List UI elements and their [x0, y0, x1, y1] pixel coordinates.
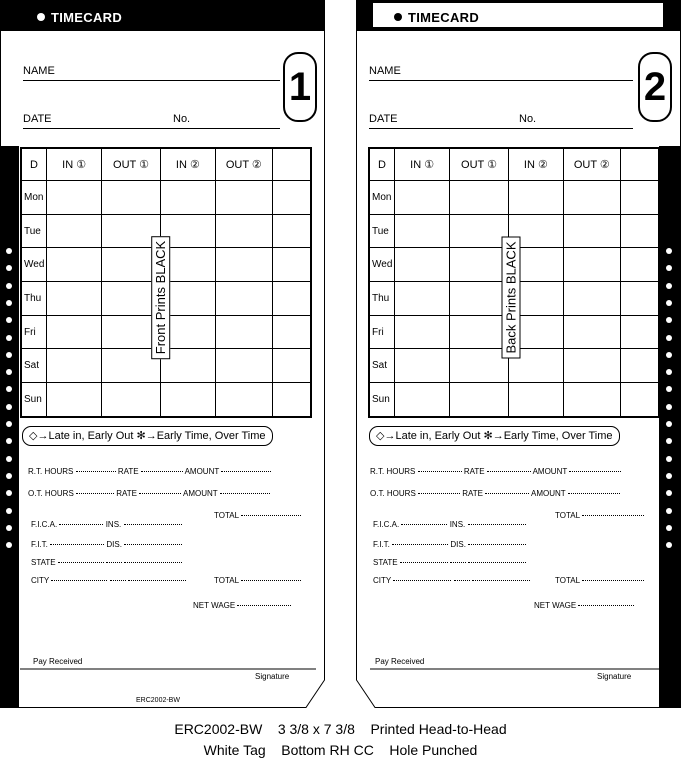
state-code-field[interactable]: [450, 562, 466, 563]
form-code: ERC2002-BW: [136, 697, 180, 704]
product-caption-line2: White Tag Bottom RH CC Hole Punched: [203, 742, 478, 758]
dis-field[interactable]: [124, 544, 182, 545]
city-amount-field[interactable]: [472, 580, 530, 581]
time-cell[interactable]: [450, 181, 508, 215]
col-out-1: OUT ①: [102, 148, 160, 181]
gross-total-field[interactable]: [582, 515, 644, 516]
gross-total-field[interactable]: [241, 515, 301, 516]
day-label: Thu: [21, 282, 46, 316]
city-field[interactable]: [393, 580, 451, 581]
day-label: Tue: [21, 214, 46, 248]
pay-received-label: Pay Received: [375, 657, 425, 666]
time-cell[interactable]: [450, 349, 508, 383]
day-label: Tue: [369, 214, 394, 248]
fit-row: F.I.T. DIS.: [31, 540, 182, 549]
state-row: STATE: [373, 558, 526, 567]
deduction-total-row: TOTAL: [555, 576, 644, 585]
punch-hole: [6, 456, 12, 462]
deduction-total-field[interactable]: [582, 580, 644, 581]
time-cell[interactable]: [620, 315, 659, 349]
time-cell[interactable]: [620, 248, 659, 282]
rt-hours-field[interactable]: [418, 471, 462, 472]
punch-hole: [6, 508, 12, 514]
day-label: Fri: [21, 315, 46, 349]
rt-hours-row: R.T. HOURS RATE AMOUNT: [28, 467, 271, 476]
gross-total-row: TOTAL: [214, 511, 301, 520]
punch-hole: [666, 508, 672, 514]
name-label: NAME: [369, 65, 401, 77]
time-cell[interactable]: [272, 181, 311, 215]
ot-rate-field[interactable]: [485, 493, 529, 494]
time-cell[interactable]: [272, 349, 311, 383]
ins-field[interactable]: [124, 524, 182, 525]
timecard-title: TIMECARD: [37, 10, 122, 25]
time-cell[interactable]: [620, 282, 659, 316]
time-cell[interactable]: [46, 349, 101, 383]
time-cell[interactable]: [272, 214, 311, 248]
day-label: Thu: [369, 282, 394, 316]
day-label: Wed: [21, 248, 46, 282]
time-cell[interactable]: [564, 248, 620, 282]
time-cell[interactable]: [272, 282, 311, 316]
time-cell[interactable]: [272, 315, 311, 349]
timecard-front: [0, 0, 325, 708]
time-cell[interactable]: [272, 383, 311, 417]
ot-rate-field[interactable]: [139, 493, 181, 494]
time-cell[interactable]: [216, 349, 272, 383]
legend-pill: ◇→Late in, Early Out ✻→Early Time, Over Time: [369, 426, 620, 446]
time-cell[interactable]: [620, 181, 659, 215]
state-amount-field[interactable]: [124, 562, 182, 563]
grid-header-row: [369, 148, 659, 181]
time-cell[interactable]: [46, 282, 101, 316]
time-cell[interactable]: [450, 214, 508, 248]
print-side-stamp: Back Prints BLACK: [502, 237, 521, 359]
product-caption-line1: ERC2002-BW 3 3/8 x 7 3/8 Printed Head-to-Head: [174, 721, 507, 737]
punch-hole: [666, 283, 672, 289]
time-cell[interactable]: [620, 214, 659, 248]
fit-row: F.I.T. DIS.: [373, 540, 526, 549]
punch-hole: [6, 473, 12, 479]
ot-amount-field[interactable]: [568, 493, 620, 494]
time-cell[interactable]: [216, 248, 272, 282]
dis-field[interactable]: [468, 544, 526, 545]
time-cell[interactable]: [508, 383, 563, 417]
fica-row: F.I.C.A. INS.: [373, 520, 526, 529]
fica-field[interactable]: [59, 524, 103, 525]
fica-row: F.I.C.A. INS.: [31, 520, 182, 529]
rt-rate-field[interactable]: [487, 471, 531, 472]
rt-rate-field[interactable]: [141, 471, 183, 472]
time-cell[interactable]: [450, 383, 508, 417]
ot-hours-row: O.T. HOURS RATE AMOUNT: [370, 489, 620, 498]
time-cell[interactable]: [46, 214, 101, 248]
day-label: Sun: [21, 383, 46, 417]
punch-hole: [6, 404, 12, 410]
day-label: Mon: [21, 181, 46, 215]
col-day: D: [369, 148, 394, 181]
print-side-stamp: Front Prints BLACK: [151, 236, 170, 359]
signature-label: Signature: [255, 672, 290, 681]
rt-hours-row: R.T. HOURS RATE AMOUNT: [370, 467, 621, 476]
time-cell[interactable]: [272, 248, 311, 282]
deduction-total-row: TOTAL: [214, 576, 301, 585]
rt-amount-field[interactable]: [221, 471, 271, 472]
state-field[interactable]: [400, 562, 448, 563]
time-cell[interactable]: [160, 181, 215, 215]
time-cell[interactable]: [394, 214, 449, 248]
city-code-field[interactable]: [110, 580, 126, 581]
col-in-2: IN ②: [508, 148, 563, 181]
time-cell[interactable]: [216, 282, 272, 316]
time-cell[interactable]: [508, 181, 563, 215]
time-cell[interactable]: [564, 383, 620, 417]
time-cell[interactable]: [46, 248, 101, 282]
grid-row-mon: [369, 181, 659, 215]
state-code-field[interactable]: [106, 562, 122, 563]
name-line[interactable]: [23, 80, 280, 81]
day-label: Sun: [369, 383, 394, 417]
time-cell[interactable]: [216, 383, 272, 417]
punch-hole: [6, 352, 12, 358]
col-extra: [620, 148, 659, 181]
date-line[interactable]: [369, 128, 633, 129]
time-cell[interactable]: [564, 315, 620, 349]
punch-hole: [666, 248, 672, 254]
punch-hole: [6, 248, 12, 254]
state-amount-field[interactable]: [468, 562, 526, 563]
signature-label: Signature: [597, 672, 632, 681]
col-in-1: IN ①: [394, 148, 449, 181]
bullet-icon: [394, 13, 402, 21]
time-cell[interactable]: [394, 315, 449, 349]
time-cell[interactable]: [394, 282, 449, 316]
time-cell[interactable]: [394, 248, 449, 282]
city-amount-field[interactable]: [128, 580, 186, 581]
ot-amount-field[interactable]: [220, 493, 270, 494]
time-cell[interactable]: [564, 214, 620, 248]
punch-hole: [666, 456, 672, 462]
punch-hole: [6, 335, 12, 341]
fit-field[interactable]: [50, 544, 104, 545]
date-label: DATE: [369, 113, 398, 125]
net-wage-row: NET WAGE: [534, 601, 634, 610]
time-cell[interactable]: [450, 315, 508, 349]
time-cell[interactable]: [102, 383, 160, 417]
time-cell[interactable]: [394, 181, 449, 215]
card-number-badge: 1: [283, 52, 317, 122]
ot-hours-row: O.T. HOURS RATE AMOUNT: [28, 489, 270, 498]
timecard-back: [356, 0, 681, 708]
punch-hole: [666, 352, 672, 358]
time-cell[interactable]: [216, 181, 272, 215]
legend-pill: ◇→Late in, Early Out ✻→Early Time, Over Time: [22, 426, 273, 446]
time-cell[interactable]: [394, 349, 449, 383]
punch-hole: [6, 525, 12, 531]
grid-row-mon: [21, 181, 311, 215]
col-out-1: OUT ①: [450, 148, 508, 181]
punch-hole: [666, 300, 672, 306]
time-cell[interactable]: [450, 282, 508, 316]
time-cell[interactable]: [216, 315, 272, 349]
grid-row-sun: [369, 383, 659, 417]
name-label: NAME: [23, 65, 55, 77]
time-cell[interactable]: [394, 383, 449, 417]
no-label: No.: [173, 113, 191, 125]
date-line[interactable]: [23, 128, 280, 129]
rt-hours-field[interactable]: [76, 471, 116, 472]
time-cell[interactable]: [564, 181, 620, 215]
ins-field[interactable]: [468, 524, 526, 525]
punch-hole: [666, 473, 672, 479]
day-label: Sat: [369, 349, 394, 383]
no-label: No.: [519, 113, 537, 125]
time-cell[interactable]: [620, 383, 659, 417]
col-out-2: OUT ②: [216, 148, 272, 181]
timecard-title: TIMECARD: [394, 10, 479, 25]
time-cell[interactable]: [564, 282, 620, 316]
grid-header-row: [21, 148, 311, 181]
time-cell[interactable]: [564, 349, 620, 383]
time-cell[interactable]: [46, 315, 101, 349]
col-day: D: [21, 148, 46, 181]
city-field[interactable]: [51, 580, 107, 581]
state-field[interactable]: [58, 562, 104, 563]
day-label: Wed: [369, 248, 394, 282]
fica-field[interactable]: [401, 524, 447, 525]
punch-hole: [666, 335, 672, 341]
day-label: Mon: [369, 181, 394, 215]
ot-hours-field[interactable]: [76, 493, 114, 494]
grid-row-sun: [21, 383, 311, 417]
bullet-icon: [37, 13, 45, 21]
rt-amount-field[interactable]: [569, 471, 621, 472]
deduction-total-field[interactable]: [241, 580, 301, 581]
day-label: Sat: [21, 349, 46, 383]
time-cell[interactable]: [46, 181, 101, 215]
time-cell[interactable]: [160, 383, 215, 417]
gross-total-row: TOTAL: [555, 511, 644, 520]
city-code-field[interactable]: [454, 580, 470, 581]
card-number-badge: 2: [638, 52, 672, 122]
col-extra: [272, 148, 311, 181]
net-wage-field[interactable]: [237, 605, 291, 606]
punch-hole: [6, 283, 12, 289]
time-cell[interactable]: [216, 214, 272, 248]
punch-hole: [666, 404, 672, 410]
net-wage-row: NET WAGE: [193, 601, 291, 610]
punch-hole: [6, 300, 12, 306]
col-out-2: OUT ②: [564, 148, 620, 181]
ot-hours-field[interactable]: [418, 493, 460, 494]
col-in-1: IN ①: [46, 148, 101, 181]
city-row: CITY: [31, 576, 186, 585]
col-in-2: IN ②: [160, 148, 215, 181]
state-row: STATE: [31, 558, 182, 567]
day-label: Fri: [369, 315, 394, 349]
time-cell[interactable]: [450, 248, 508, 282]
date-label: DATE: [23, 113, 52, 125]
pay-received-label: Pay Received: [33, 657, 83, 666]
fit-field[interactable]: [392, 544, 448, 545]
punch-hole: [6, 421, 12, 427]
name-line[interactable]: [369, 80, 633, 81]
time-cell[interactable]: [46, 383, 101, 417]
city-row: CITY: [373, 576, 530, 585]
punch-hole: [666, 525, 672, 531]
time-cell[interactable]: [102, 181, 160, 215]
time-cell[interactable]: [620, 349, 659, 383]
net-wage-field[interactable]: [578, 605, 634, 606]
punch-hole: [666, 421, 672, 427]
